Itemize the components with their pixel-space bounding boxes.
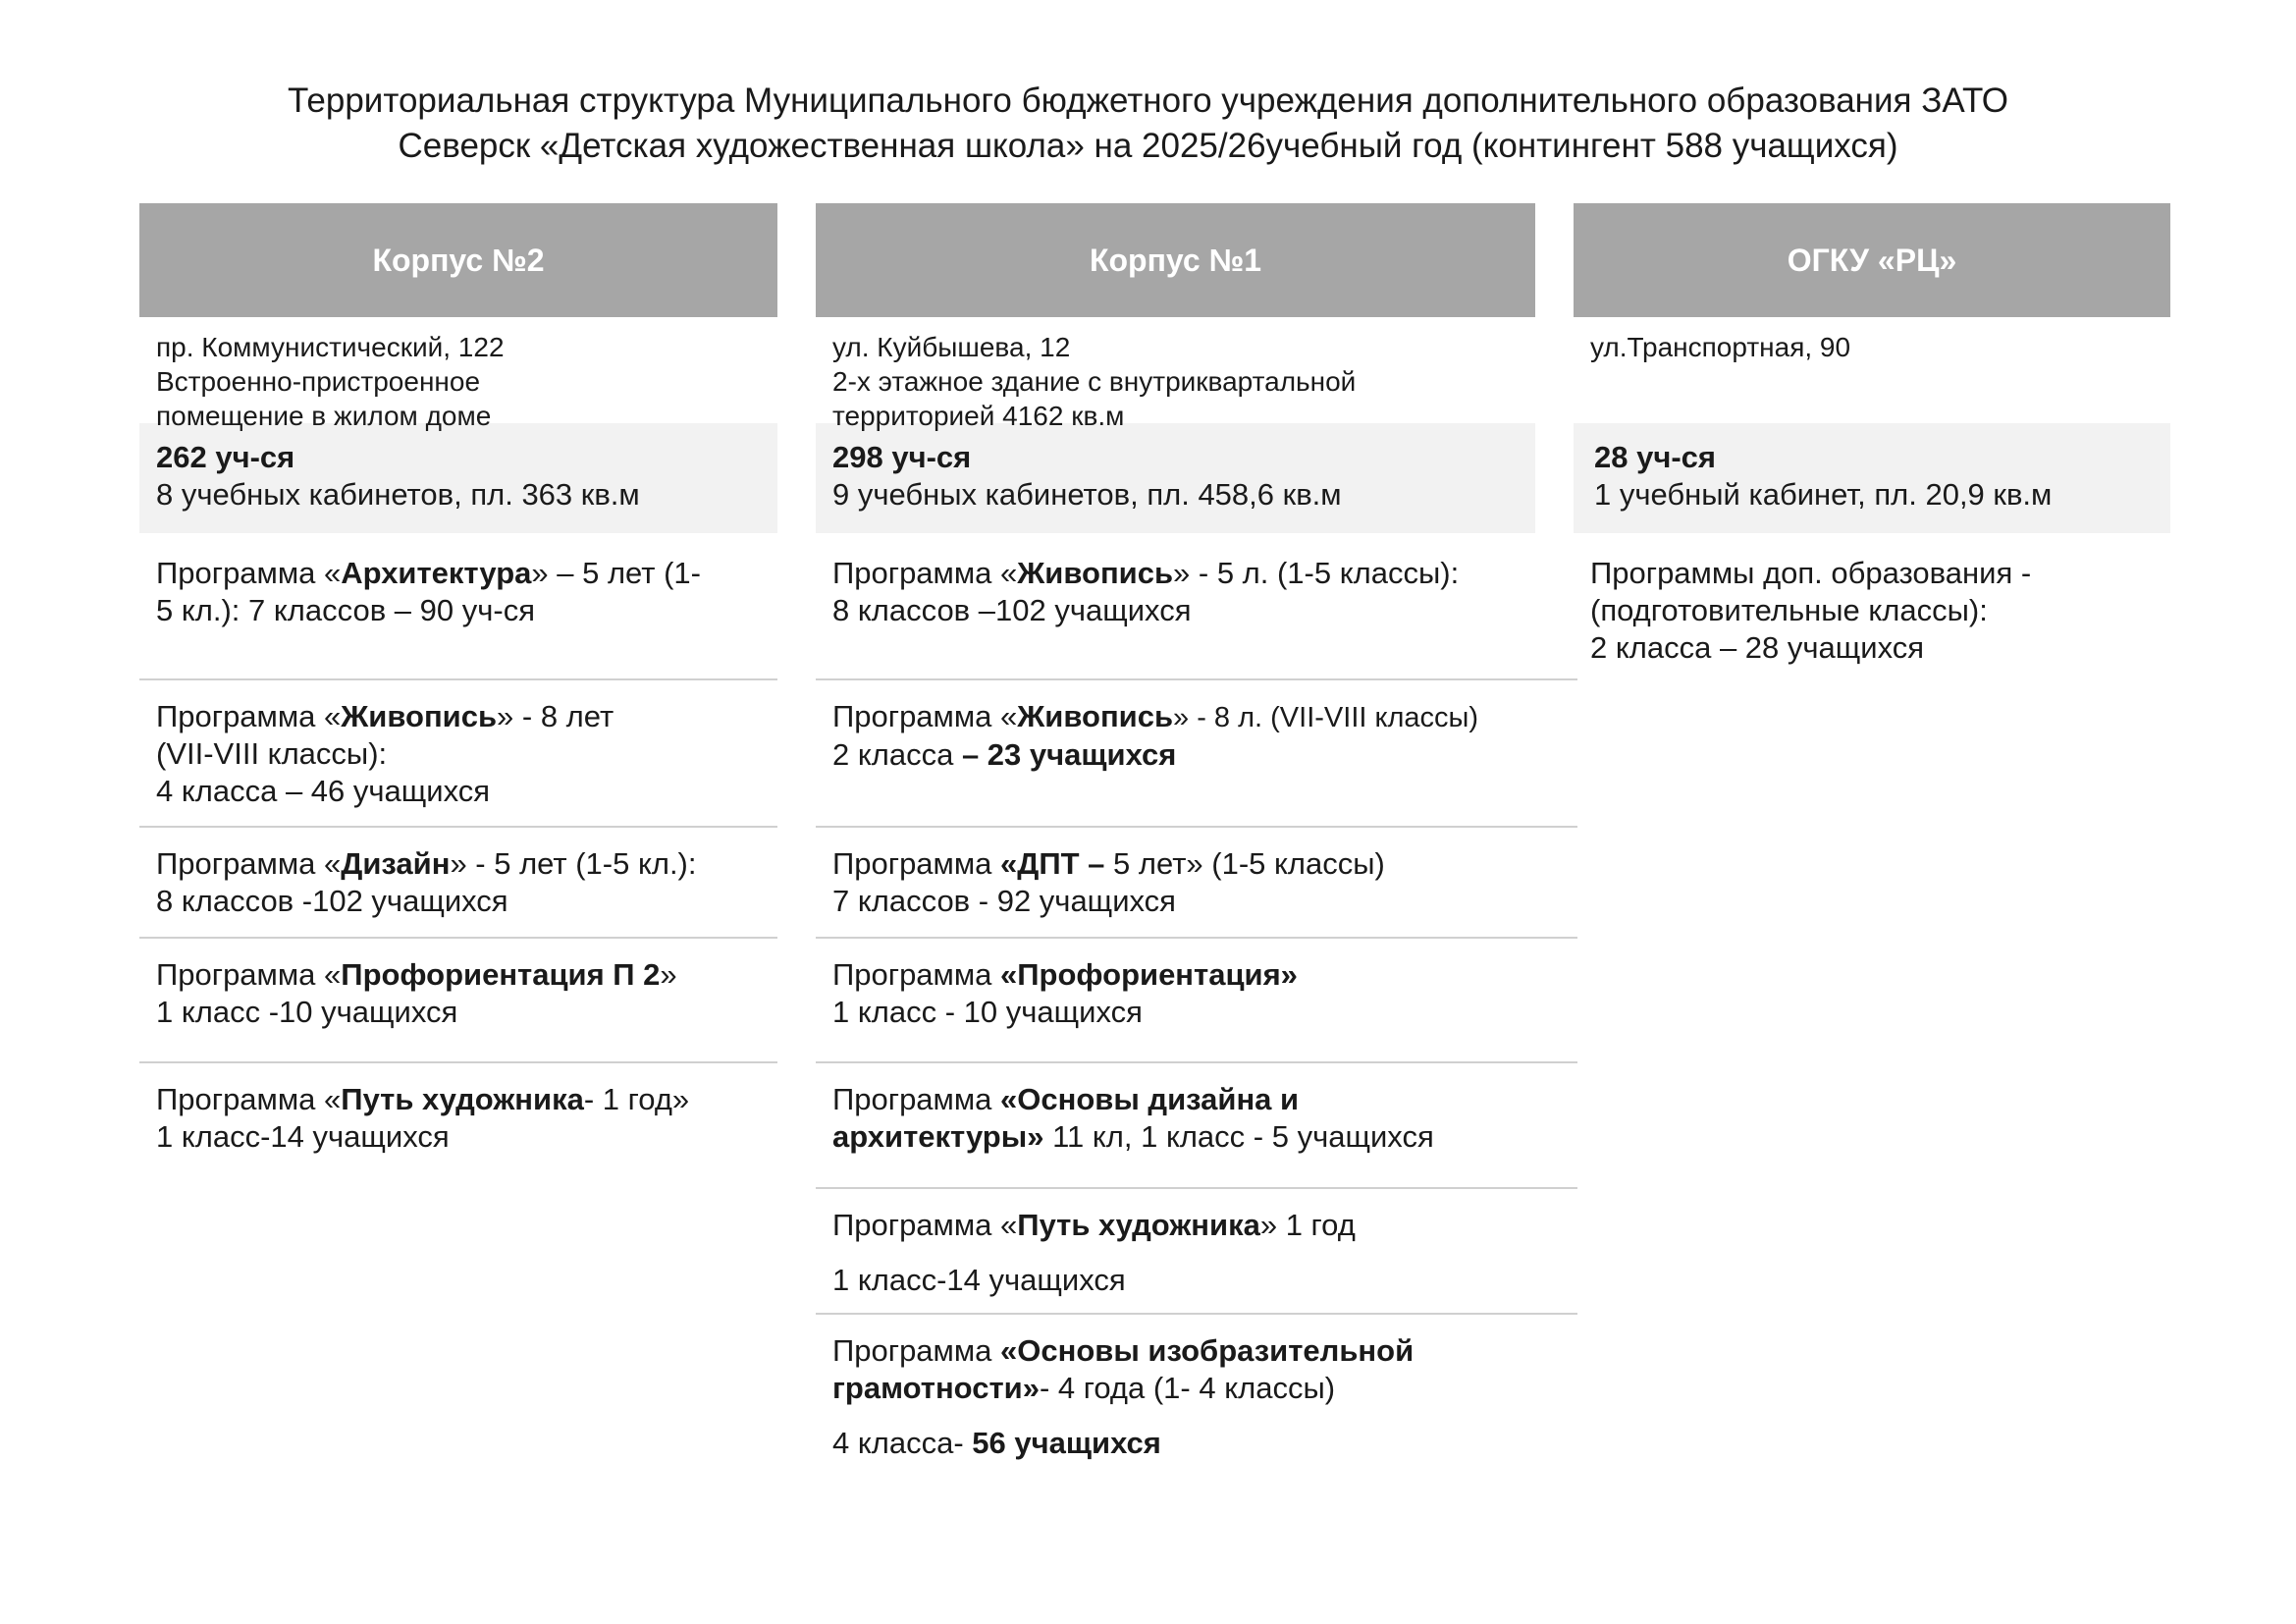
program-item: Программа «Живопись» - 5 л. (1-5 классы): 8 классов –102 учащихся [816, 533, 1577, 680]
program-item: Программа «Основы дизайна и архитектуры» 11 кл, 1 класс - 5 учащихся [816, 1063, 1577, 1189]
program-item: Программа «Живопись» - 8 л. (VII-VIII классы) 2 класса – 23 учащихся [816, 680, 1577, 828]
program-item: Программа «ДПТ – 5 лет» (1-5 классы) 7 классов - 92 учащихся [816, 828, 1577, 939]
address-block [1574, 317, 2170, 423]
address-line: ул. Куйбышева, 12 [832, 332, 1071, 362]
address-block [139, 317, 777, 431]
title-line-2: Северск «Детская художественная школа» на 2025/26учебный год (контингент 588 учащихся) [398, 127, 1898, 165]
program-item: Программа «Путь художника- 1 год» 1 класс-14 учащихся [156, 1082, 690, 1154]
address-line: ул.Транспортная, 90 [1590, 332, 1851, 362]
rooms-info: 8 учебных кабинетов, пл. 363 кв.м [156, 477, 640, 512]
program-item: Программа «Архитектура» – 5 лет (1- 5 кл.): 7 классов – 90 уч-ся [139, 533, 777, 680]
address-line: Встроенно-пристроенное [156, 366, 481, 397]
column-ogku-rc [1574, 203, 2170, 690]
rooms-info: 1 учебный кабинет, пл. 20,9 кв.м [1594, 477, 2053, 512]
address-line: территорией 4162 кв.м [832, 401, 1125, 431]
program-item: Программа «Путь художника» 1 год 1 класс-14 учащихся [816, 1189, 1577, 1315]
column-korpus-2 [139, 203, 777, 1181]
title-line-1: Территориальная структура Муниципального бюджетного учреждения дополнительного образования ЗАТО [287, 81, 2009, 120]
column-header: Корпус №1 [816, 203, 1535, 317]
program-item: Программа «Основы изобразительной грамотности»- 4 года (1- 4 классы) 4 класса- 56 учащихся [832, 1333, 1415, 1460]
program-item: Программа «Профориентация П 2» 1 класс -10 учащихся [139, 939, 777, 1063]
program-item: Программа «Дизайн» - 5 лет (1-5 кл.): 8 классов -102 учащихся [139, 828, 777, 939]
student-count: 262 уч-ся [156, 440, 295, 474]
stats-block [816, 423, 1535, 533]
column-korpus-1 [816, 203, 1577, 1472]
address-block [816, 317, 1552, 431]
address-line: помещение в жилом доме [156, 401, 492, 431]
page-title [98, 79, 2198, 169]
program-item: Программа «Живопись» - 8 лет (VII-VIII классы): 4 класса – 46 учащихся [139, 680, 777, 828]
program-item: Программа «Профориентация» 1 класс - 10 учащихся [816, 939, 1577, 1063]
stats-block [1574, 423, 2170, 533]
student-count: 28 уч-ся [1594, 440, 1716, 474]
column-header: ОГКУ «РЦ» [1574, 203, 2170, 317]
student-count: 298 уч-ся [832, 440, 972, 474]
column-header: Корпус №2 [139, 203, 777, 317]
rooms-info: 9 учебных кабинетов, пл. 458,6 кв.м [832, 477, 1342, 512]
program-item: Программы доп. образования - (подготовительные классы): 2 класса – 28 учащихся [1590, 556, 2032, 665]
address-line: пр. Коммунистический, 122 [156, 332, 505, 362]
address-line: 2-х этажное здание с внутриквартальной [832, 366, 1357, 397]
stats-block [139, 423, 777, 533]
